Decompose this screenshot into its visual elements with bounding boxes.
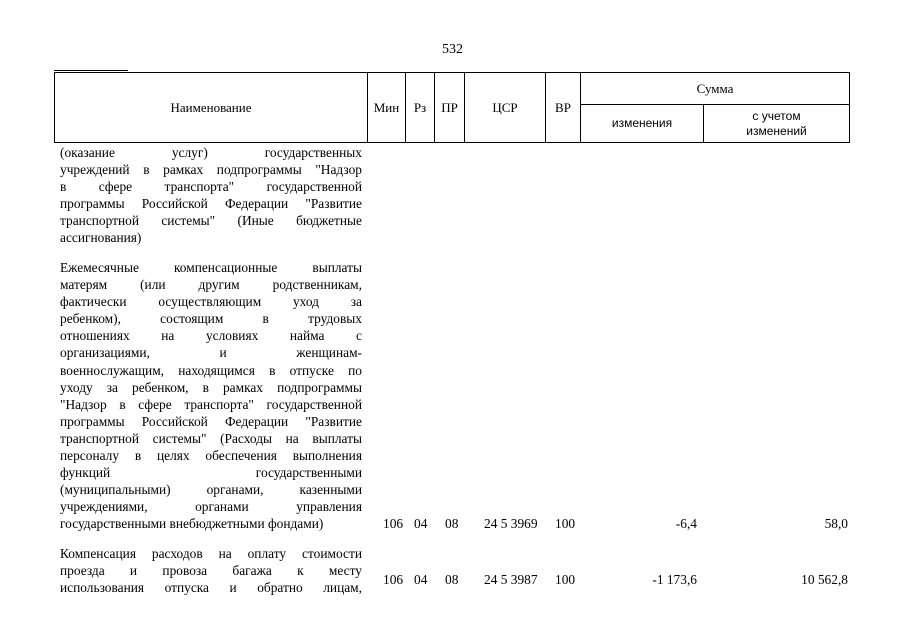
row-3-vr: 100 — [555, 572, 576, 587]
row-2-line: ребенком), состоящим в трудовых — [60, 311, 362, 327]
row-3-line: использования отпуска и обратно лицам, — [60, 580, 362, 596]
row-3-line: проезда и провоза багажа к месту — [60, 563, 362, 579]
row-3-name — [60, 545, 362, 596]
header-min: Мин — [373, 99, 400, 115]
row-2-csr: 24 5 3969 — [484, 516, 538, 531]
header-pr: ПР — [441, 99, 458, 115]
row-3-rz: 04 — [414, 572, 428, 587]
header-sum: Сумма — [696, 80, 734, 96]
row-2-line: организациями, и женщинам- — [60, 345, 362, 361]
row-1-line: транспортной системы" (Иные бюджетные — [60, 213, 362, 229]
row-2-line: (муниципальными) органами, казенными — [60, 482, 362, 498]
row-1-line: (оказание услуг) государственных — [60, 145, 362, 160]
header-rz: Рз — [413, 99, 427, 115]
row-2-line: функций государственными — [60, 465, 362, 481]
row-3-csr: 24 5 3987 — [484, 572, 538, 587]
header-vr: ВР — [555, 99, 571, 115]
row-3-line: Компенсация расходов на оплату стоимости — [60, 546, 362, 561]
row-3-change: -1 173,6 — [652, 572, 697, 587]
header-with-change-line1: с учетом — [752, 108, 801, 123]
row-1-line: программы Российской Федерации "Развитие — [60, 196, 362, 212]
row-2-name — [60, 259, 362, 533]
row-3-with-change: 10 562,8 — [801, 572, 848, 587]
row-2-rz: 04 — [414, 516, 428, 531]
row-2-line: "Надзор в сфере транспорта" государственной — [60, 396, 362, 412]
row-2-vr: 100 — [555, 516, 576, 531]
row-2-line: учреждениями, органами управления — [60, 499, 362, 515]
row-2-change: -6,4 — [675, 516, 697, 531]
row-2-line: отношениях на условиях найма с — [60, 328, 362, 344]
row-2-line: военнослужащим, находящимся в отпуске по — [60, 362, 362, 378]
page-number: 532 — [442, 42, 463, 57]
header-with-change-line2: изменений — [746, 123, 807, 138]
header-with-change — [704, 105, 849, 142]
row-2-pr: 08 — [445, 516, 459, 531]
header-name: Наименование — [170, 99, 252, 115]
row-1-line: учреждений в рамках подпрограммы "Надзор — [60, 162, 362, 178]
row-2-line: государственными внебюджетными фондами) — [60, 516, 324, 532]
header-change: изменения — [611, 116, 673, 130]
row-2-line: транспортной системы" (Расходы на выплаты — [60, 430, 362, 446]
row-2-line: Ежемесячные компенсационные выплаты — [60, 260, 362, 275]
row-1-name — [60, 144, 362, 247]
row-2-line: фактически осуществляющим уход за — [60, 294, 362, 310]
row-2-line: программы Российской Федерации "Развитие — [60, 413, 362, 429]
row-3-pr: 08 — [445, 572, 459, 587]
row-2-line: уходу за ребенком, в рамках подпрограммы — [60, 379, 362, 395]
row-2-line: матерям (или другим родственникам, — [60, 277, 362, 293]
row-2-with-change: 58,0 — [824, 516, 848, 531]
row-2-min: 106 — [383, 516, 404, 531]
row-1-line: в сфере транспорта" государственной — [60, 179, 362, 195]
row-3-min: 106 — [383, 572, 404, 587]
row-1-line: ассигнования) — [60, 230, 142, 246]
header-csr: ЦСР — [492, 99, 518, 115]
row-2-line: персоналу в целях обеспечения выполнения — [60, 448, 362, 464]
